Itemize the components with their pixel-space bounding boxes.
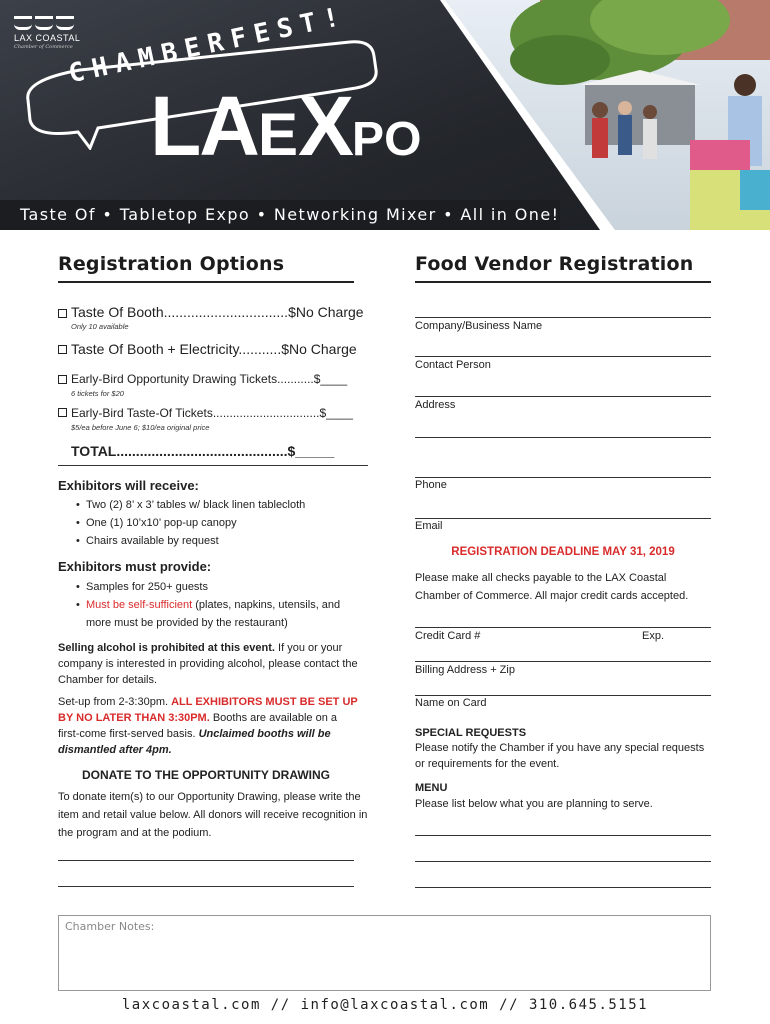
booth-electricity-checkbox[interactable] [58,345,67,354]
option-drawing-tickets: Early-Bird Opportunity Drawing Tickets...........$____ [71,372,348,386]
donate-line-1[interactable] [58,860,354,861]
expo-e: E [257,101,299,168]
menu-line-1[interactable] [415,835,711,836]
list-item: • One (1) 10’x10’ pop-up canopy [76,514,305,532]
self-sufficient-detail: (plates, napkins, utensils, and more must be provided by the restaurant) [86,599,341,629]
exhibitors-receive-title: Exhibitors will receive: [58,478,199,493]
self-sufficient-text: Must be self-sufficient [86,599,193,611]
drawing-tickets-checkbox[interactable] [58,375,67,384]
chamber-notes-box[interactable] [58,915,711,991]
total-rule [58,465,368,466]
vendor-title-rule [415,281,711,283]
payment-instructions: Please make all checks payable to the LAX Coastal Chamber of Commerce. All major credit cards accepted. [415,572,689,602]
alcohol-rest: If you or your company is interested in providing alcohol, please contact the Chamber for details. [58,642,358,686]
email-field[interactable] [415,518,711,519]
exhibitors-receive-list [76,496,305,550]
contact-person-label: Contact Person [415,359,491,371]
chamber-notes-label: Chamber Notes: [65,920,155,933]
exhibitors-provide-list [76,578,366,632]
address-field[interactable] [415,396,711,397]
billing-address-label: Billing Address + Zip [415,664,515,676]
food-vendor-title: Food Vendor Registration [415,253,694,275]
laexpo-title [150,79,422,173]
donate-text: To donate item(s) to our Opportunity Drawing, please write the item and retail value below. All donors will receive recognition in the program and at the podium. [58,791,368,839]
menu-title: MENU [415,782,448,794]
logo-name: LAX COASTAL [14,33,81,43]
company-name-label: Company/Business Name [415,320,543,332]
header-banner [0,0,770,230]
contact-footer: laxcoastal.com // info@laxcoastal.com // 310.645.5151 [121,997,649,1013]
special-requests-text: Please notify the Chamber if you have any special requests or requirements for the event. [415,742,705,770]
donate-title: DONATE TO THE OPPORTUNITY DRAWING [81,768,330,782]
setup-notice [58,694,358,758]
taste-of-tickets-checkbox[interactable] [58,408,67,417]
option-note: Only 10 available [71,322,129,331]
special-requests-title: SPECIAL REQUESTS [415,727,527,739]
list-item: • Chairs available by request [76,532,305,550]
name-on-card-label: Name on Card [415,697,487,709]
option-note: $5/ea before June 6; $10/ea original price [71,423,210,432]
taste-of-booth-checkbox[interactable] [58,309,67,318]
chamberfest-title: CHAMBERFEST! [66,0,350,90]
menu-line-2[interactable] [415,861,711,862]
logo-subtitle: Chamber of Commerce [14,44,73,50]
alcohol-bold: Selling alcohol is prohibited at this event. [58,642,275,654]
registration-title-rule [58,281,354,283]
list-item: • Samples for 250+ guests [76,578,366,596]
expiration-label: Exp. [642,630,665,642]
list-item [76,596,366,632]
list-item: • Two (2) 8’ x 3’ tables w/ black linen tablecloth [76,496,305,514]
address-label: Address [415,399,456,411]
setup-dismantle: Unclaimed booths will be dismantled after 4pm. [58,728,331,756]
phone-field[interactable] [415,477,711,478]
alcohol-notice [58,640,358,688]
phone-label: Phone [415,479,447,491]
option-note: 6 tickets for $20 [71,389,124,398]
setup-start: Set-up from 2-3:30pm. [58,696,172,708]
registration-options-title: Registration Options [58,253,285,275]
email-label: Email [415,520,443,532]
option-taste-of-booth: Taste Of Booth................................$No Charge [71,304,364,320]
credit-card-label: Credit Card # [415,630,481,642]
expo-x: X [298,79,353,173]
donate-line-2[interactable] [58,886,354,887]
setup-deadline: ALL EXHIBITORS MUST BE SET UP BY NO LATER THAN 3:30PM. [58,696,358,724]
expo-la: LA [150,79,258,173]
total-line: TOTAL............................................$_____ [71,443,335,459]
setup-mid: Booths are available on a first-come first-served basis. [58,712,337,740]
menu-text: Please list below what you are planning to serve. [415,798,653,810]
option-taste-of-tickets: Early-Bird Taste-Of Tickets................................$____ [71,406,353,420]
option-booth-electricity: Taste Of Booth + Electricity...........$No Charge [71,341,357,357]
registration-deadline: REGISTRATION DEADLINE MAY 31, 2019 [451,546,675,558]
wave-logo-icon [14,14,84,30]
expo-po: PO [352,113,422,166]
address-field-line-2[interactable] [415,437,711,438]
tagline: Taste Of • Tabletop Expo • Networking Mixer • All in One! [0,200,560,230]
exhibitors-provide-title: Exhibitors must provide: [58,559,212,574]
menu-line-3[interactable] [415,887,711,888]
